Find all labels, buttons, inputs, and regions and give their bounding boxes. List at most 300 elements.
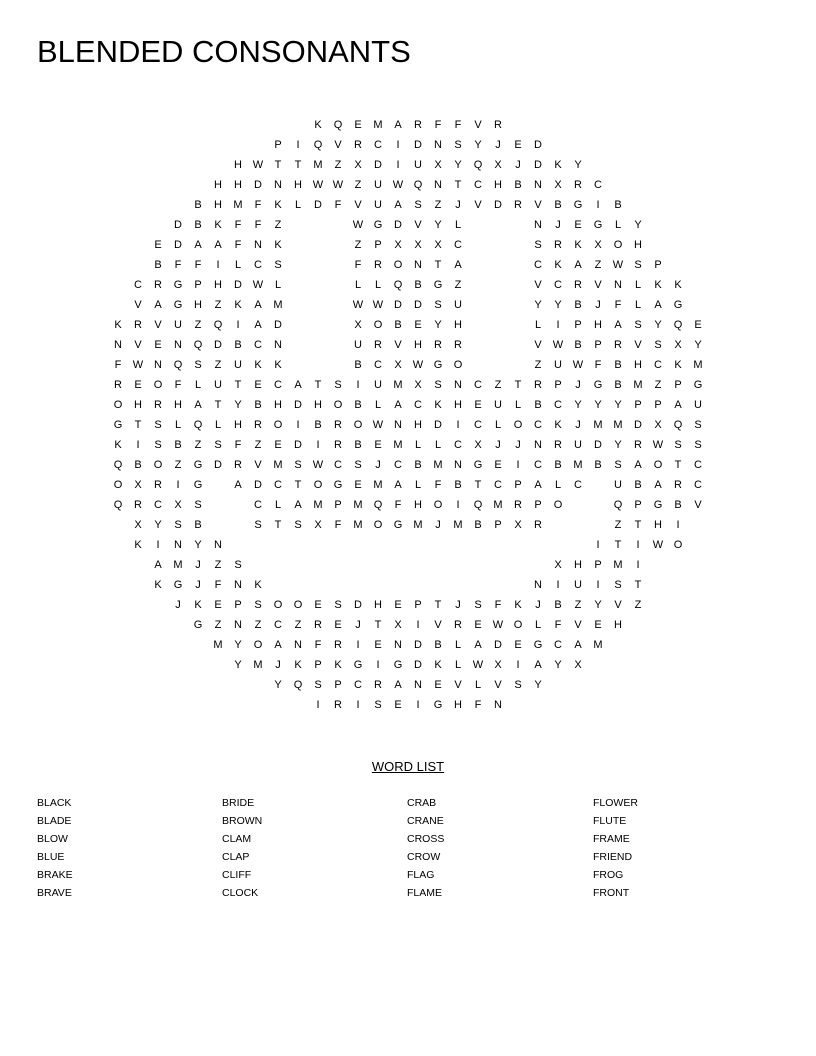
- grid-letter: U: [374, 379, 382, 391]
- grid-letter: T: [274, 519, 282, 531]
- grid-letter: R: [314, 619, 322, 631]
- grid-letter: Z: [354, 179, 362, 191]
- grid-letter: N: [534, 579, 542, 591]
- grid-letter: B: [354, 399, 362, 411]
- grid-letter: W: [312, 179, 324, 191]
- grid-letter: R: [614, 339, 622, 351]
- grid-letter: I: [556, 319, 560, 331]
- word-list-item: FROG: [593, 869, 624, 881]
- grid-letter: P: [314, 659, 322, 671]
- grid-letter: B: [414, 279, 422, 291]
- grid-letter: N: [174, 539, 182, 551]
- grid-letter: A: [394, 679, 402, 691]
- grid-letter: P: [634, 399, 642, 411]
- grid-letter: I: [456, 499, 460, 511]
- grid-letter: D: [294, 399, 302, 411]
- grid-letter: R: [134, 319, 142, 331]
- grid-letter: B: [554, 599, 562, 611]
- grid-letter: B: [314, 419, 322, 431]
- grid-letter: U: [574, 439, 582, 451]
- grid-letter: E: [494, 459, 502, 471]
- grid-letter: G: [173, 279, 183, 291]
- grid-letter: I: [356, 379, 360, 391]
- grid-letter: T: [274, 159, 282, 171]
- grid-letter: U: [374, 199, 382, 211]
- grid-letter: G: [533, 639, 543, 651]
- grid-letter: L: [234, 259, 242, 271]
- grid-letter: A: [274, 639, 282, 651]
- grid-letter: G: [433, 279, 443, 291]
- grid-letter: G: [573, 199, 583, 211]
- grid-letter: S: [534, 239, 542, 251]
- grid-letter: Y: [634, 219, 642, 231]
- grid-letter: O: [393, 259, 403, 271]
- grid-letter: K: [434, 659, 442, 671]
- grid-letter: Y: [614, 439, 622, 451]
- grid-letter: S: [634, 319, 642, 331]
- grid-letter: I: [396, 139, 400, 151]
- grid-letter: L: [374, 399, 382, 411]
- grid-letter: E: [434, 679, 442, 691]
- grid-letter: D: [494, 199, 502, 211]
- grid-letter: U: [614, 479, 622, 491]
- grid-letter: G: [653, 499, 663, 511]
- grid-letter: J: [515, 159, 521, 171]
- grid-letter: H: [574, 559, 582, 571]
- grid-letter: A: [534, 479, 542, 491]
- grid-letter: A: [234, 479, 242, 491]
- grid-letter: F: [234, 439, 242, 451]
- grid-letter: F: [214, 579, 222, 591]
- word-list: [37, 794, 777, 914]
- word-list-item: FLUTE: [593, 815, 627, 827]
- grid-letter: H: [214, 279, 222, 291]
- grid-letter: V: [394, 339, 402, 351]
- grid-letter: Q: [673, 319, 683, 331]
- grid-letter: N: [174, 339, 182, 351]
- grid-letter: E: [354, 479, 362, 491]
- grid-letter: H: [454, 319, 462, 331]
- grid-letter: R: [374, 679, 382, 691]
- grid-letter: J: [575, 419, 581, 431]
- grid-letter: R: [154, 399, 162, 411]
- grid-letter: C: [414, 399, 422, 411]
- grid-letter: F: [474, 699, 482, 711]
- grid-letter: P: [554, 379, 562, 391]
- grid-letter: R: [414, 119, 422, 131]
- grid-letter: Z: [654, 379, 662, 391]
- grid-letter: R: [674, 479, 682, 491]
- grid-letter: A: [394, 399, 402, 411]
- grid-letter: E: [154, 239, 162, 251]
- grid-letter: I: [316, 439, 320, 451]
- grid-letter: T: [134, 419, 142, 431]
- grid-letter: F: [554, 619, 562, 631]
- grid-letter: G: [433, 359, 443, 371]
- grid-letter: D: [594, 439, 602, 451]
- grid-letter: Y: [554, 299, 562, 311]
- grid-letter: I: [596, 579, 600, 591]
- grid-letter: M: [613, 419, 623, 431]
- grid-letter: P: [414, 599, 422, 611]
- grid-letter: H: [274, 399, 282, 411]
- grid-letter: T: [294, 159, 302, 171]
- grid-letter: I: [416, 699, 420, 711]
- grid-letter: Z: [254, 619, 262, 631]
- grid-letter: M: [373, 479, 383, 491]
- grid-letter: F: [114, 359, 122, 371]
- grid-letter: A: [634, 459, 642, 471]
- grid-letter: N: [534, 219, 542, 231]
- grid-letter: G: [173, 579, 183, 591]
- grid-letter: I: [316, 699, 320, 711]
- grid-letter: K: [574, 239, 582, 251]
- grid-letter: Y: [454, 159, 462, 171]
- grid-letter: J: [515, 439, 521, 451]
- grid-letter: C: [394, 459, 402, 471]
- grid-letter: S: [174, 519, 182, 531]
- grid-letter: R: [534, 519, 542, 531]
- grid-letter: K: [514, 599, 522, 611]
- grid-letter: B: [634, 479, 642, 491]
- grid-letter: Y: [234, 659, 242, 671]
- grid-letter: E: [254, 379, 262, 391]
- grid-letter: W: [352, 219, 364, 231]
- grid-letter: W: [132, 359, 144, 371]
- grid-letter: I: [456, 419, 460, 431]
- grid-letter: F: [254, 199, 262, 211]
- grid-letter: B: [614, 199, 622, 211]
- word-list-item: FLAG: [407, 869, 435, 881]
- grid-letter: T: [314, 379, 322, 391]
- grid-letter: L: [274, 279, 282, 291]
- grid-letter: X: [394, 359, 402, 371]
- grid-letter: S: [474, 599, 482, 611]
- grid-letter: B: [554, 459, 562, 471]
- grid-letter: S: [254, 599, 262, 611]
- grid-letter: Z: [594, 259, 602, 271]
- grid-letter: N: [214, 539, 222, 551]
- grid-letter: D: [374, 159, 382, 171]
- grid-letter: Y: [194, 539, 202, 551]
- grid-letter: J: [195, 579, 201, 591]
- grid-letter: A: [294, 499, 302, 511]
- grid-letter: W: [372, 419, 384, 431]
- grid-letter: T: [374, 619, 382, 631]
- grid-letter: V: [574, 619, 582, 631]
- grid-letter: A: [654, 479, 662, 491]
- grid-letter: P: [494, 519, 502, 531]
- grid-letter: S: [374, 699, 382, 711]
- grid-letter: C: [354, 679, 362, 691]
- grid-letter: W: [332, 179, 344, 191]
- grid-letter: S: [154, 439, 162, 451]
- grid-letter: B: [554, 199, 562, 211]
- grid-letter: I: [296, 139, 300, 151]
- grid-letter: I: [236, 319, 240, 331]
- grid-letter: R: [334, 419, 342, 431]
- grid-letter: L: [534, 619, 542, 631]
- grid-letter: R: [554, 239, 562, 251]
- grid-letter: G: [673, 299, 683, 311]
- grid-letter: H: [194, 299, 202, 311]
- grid-letter: Q: [193, 339, 203, 351]
- grid-letter: K: [554, 259, 562, 271]
- grid-letter: S: [434, 379, 442, 391]
- grid-letter: T: [454, 179, 462, 191]
- grid-letter: E: [374, 439, 382, 451]
- grid-letter: K: [334, 659, 342, 671]
- word-list-column: [593, 794, 773, 902]
- word-list-item: CROW: [407, 851, 441, 863]
- grid-letter: R: [574, 279, 582, 291]
- grid-letter: O: [653, 459, 663, 471]
- grid-letter: R: [334, 699, 342, 711]
- grid-letter: N: [414, 259, 422, 271]
- grid-letter: V: [474, 119, 482, 131]
- grid-letter: N: [394, 419, 402, 431]
- grid-letter: H: [374, 599, 382, 611]
- grid-letter: X: [554, 179, 562, 191]
- grid-letter: Z: [614, 519, 622, 531]
- grid-letter: B: [194, 219, 202, 231]
- grid-letter: C: [254, 339, 262, 351]
- grid-letter: S: [234, 559, 242, 571]
- grid-letter: E: [694, 319, 702, 331]
- grid-letter: M: [573, 459, 583, 471]
- grid-letter: C: [554, 279, 562, 291]
- grid-letter: L: [554, 479, 562, 491]
- grid-letter: H: [594, 319, 602, 331]
- grid-letter: C: [534, 459, 542, 471]
- grid-letter: R: [134, 499, 142, 511]
- grid-letter: D: [394, 219, 402, 231]
- grid-letter: J: [535, 599, 541, 611]
- grid-letter: A: [674, 399, 682, 411]
- grid-letter: X: [394, 239, 402, 251]
- grid-letter: M: [273, 459, 283, 471]
- grid-letter: M: [593, 419, 603, 431]
- grid-letter: N: [434, 139, 442, 151]
- grid-letter: V: [334, 139, 342, 151]
- grid-letter: J: [455, 599, 461, 611]
- grid-letter: Q: [113, 459, 123, 471]
- grid-letter: C: [494, 479, 502, 491]
- word-list-column: [222, 794, 402, 902]
- grid-letter: D: [174, 239, 182, 251]
- grid-letter: G: [593, 219, 603, 231]
- grid-letter: E: [314, 599, 322, 611]
- grid-letter: R: [154, 479, 162, 491]
- grid-letter: R: [114, 379, 122, 391]
- grid-letter: E: [474, 619, 482, 631]
- grid-letter: G: [433, 699, 443, 711]
- grid-letter: Q: [313, 139, 323, 151]
- grid-letter: Y: [534, 299, 542, 311]
- grid-letter: M: [593, 639, 603, 651]
- grid-letter: F: [594, 359, 602, 371]
- grid-letter: Z: [214, 299, 222, 311]
- grid-letter: A: [154, 559, 162, 571]
- grid-letter: W: [472, 659, 484, 671]
- grid-letter: N: [534, 439, 542, 451]
- grid-letter: G: [193, 459, 203, 471]
- grid-letter: V: [494, 679, 502, 691]
- grid-letter: O: [453, 359, 463, 371]
- grid-letter: K: [254, 579, 262, 591]
- grid-letter: I: [176, 479, 180, 491]
- grid-letter: H: [234, 159, 242, 171]
- grid-letter: X: [574, 659, 582, 671]
- grid-letter: U: [554, 359, 562, 371]
- grid-letter: N: [234, 619, 242, 631]
- grid-letter: D: [434, 419, 442, 431]
- grid-letter: Q: [113, 499, 123, 511]
- grid-letter: M: [453, 519, 463, 531]
- grid-letter: Q: [293, 679, 303, 691]
- word-list-item: FLOWER: [593, 797, 638, 809]
- grid-letter: M: [393, 439, 403, 451]
- grid-letter: S: [334, 599, 342, 611]
- grid-letter: X: [414, 239, 422, 251]
- grid-letter: X: [494, 159, 502, 171]
- grid-letter: P: [574, 319, 582, 331]
- grid-letter: X: [394, 619, 402, 631]
- grid-letter: H: [614, 619, 622, 631]
- grid-letter: C: [274, 619, 282, 631]
- grid-letter: R: [574, 179, 582, 191]
- grid-letter: R: [354, 139, 362, 151]
- grid-letter: W: [372, 299, 384, 311]
- grid-letter: D: [254, 179, 262, 191]
- grid-letter: N: [494, 699, 502, 711]
- grid-letter: Y: [434, 219, 442, 231]
- grid-letter: J: [455, 199, 461, 211]
- grid-letter: F: [174, 379, 182, 391]
- grid-letter: L: [534, 319, 542, 331]
- grid-letter: F: [234, 239, 242, 251]
- grid-letter: N: [454, 459, 462, 471]
- grid-letter: H: [234, 179, 242, 191]
- grid-letter: X: [314, 519, 322, 531]
- grid-letter: X: [174, 499, 182, 511]
- grid-letter: C: [454, 239, 462, 251]
- grid-letter: G: [393, 519, 403, 531]
- grid-letter: Q: [673, 419, 683, 431]
- grid-letter: N: [294, 639, 302, 651]
- grid-letter: P: [274, 139, 282, 151]
- grid-letter: G: [693, 379, 703, 391]
- grid-letter: H: [134, 399, 142, 411]
- grid-letter: E: [514, 639, 522, 651]
- grid-letter: P: [234, 599, 242, 611]
- grid-letter: N: [154, 359, 162, 371]
- grid-letter: O: [373, 319, 383, 331]
- grid-letter: S: [434, 299, 442, 311]
- grid-letter: D: [414, 139, 422, 151]
- grid-letter: E: [394, 599, 402, 611]
- grid-letter: Z: [434, 199, 442, 211]
- grid-letter: M: [693, 359, 703, 371]
- grid-letter: F: [494, 599, 502, 611]
- grid-letter: C: [554, 399, 562, 411]
- grid-letter: D: [414, 299, 422, 311]
- grid-letter: R: [454, 619, 462, 631]
- grid-letter: E: [474, 399, 482, 411]
- grid-letter: J: [195, 559, 201, 571]
- grid-letter: F: [434, 119, 442, 131]
- grid-letter: X: [554, 559, 562, 571]
- grid-letter: V: [154, 319, 162, 331]
- grid-letter: Y: [614, 399, 622, 411]
- grid-letter: S: [214, 439, 222, 451]
- grid-letter: E: [374, 639, 382, 651]
- grid-letter: T: [474, 479, 482, 491]
- grid-letter: C: [694, 479, 702, 491]
- grid-letter: U: [354, 339, 362, 351]
- grid-letter: M: [393, 379, 403, 391]
- grid-letter: Q: [393, 279, 403, 291]
- word-list-item: BLADE: [37, 815, 72, 827]
- grid-letter: W: [412, 359, 424, 371]
- grid-letter: F: [614, 299, 622, 311]
- grid-letter: M: [353, 499, 363, 511]
- grid-letter: R: [374, 259, 382, 271]
- grid-letter: B: [514, 179, 522, 191]
- grid-letter: N: [454, 379, 462, 391]
- grid-letter: E: [154, 339, 162, 351]
- grid-letter: D: [214, 339, 222, 351]
- grid-letter: Y: [594, 599, 602, 611]
- grid-letter: L: [454, 659, 462, 671]
- grid-letter: A: [654, 299, 662, 311]
- grid-letter: C: [274, 479, 282, 491]
- grid-letter: I: [356, 639, 360, 651]
- grid-letter: I: [416, 619, 420, 631]
- grid-letter: X: [414, 379, 422, 391]
- grid-letter: C: [154, 499, 162, 511]
- word-list-item: CLAP: [222, 851, 250, 863]
- grid-letter: Z: [454, 279, 462, 291]
- grid-letter: S: [614, 579, 622, 591]
- grid-letter: V: [474, 199, 482, 211]
- grid-letter: B: [574, 339, 582, 351]
- grid-letter: A: [394, 199, 402, 211]
- grid-letter: D: [174, 219, 182, 231]
- grid-letter: J: [495, 139, 501, 151]
- grid-letter: M: [413, 519, 423, 531]
- grid-letter: K: [294, 659, 302, 671]
- grid-letter: B: [154, 259, 162, 271]
- grid-letter: Z: [634, 599, 642, 611]
- grid-letter: Z: [174, 459, 182, 471]
- grid-letter: T: [434, 599, 442, 611]
- grid-letter: W: [552, 339, 564, 351]
- grid-letter: O: [353, 419, 363, 431]
- grid-letter: E: [394, 699, 402, 711]
- grid-letter: A: [454, 259, 462, 271]
- grid-letter: B: [614, 379, 622, 391]
- grid-letter: J: [575, 379, 581, 391]
- grid-letter: H: [234, 419, 242, 431]
- grid-letter: O: [113, 399, 123, 411]
- grid-letter: B: [474, 519, 482, 531]
- grid-letter: H: [294, 179, 302, 191]
- grid-letter: S: [694, 419, 702, 431]
- grid-letter: Z: [534, 359, 542, 371]
- grid-letter: O: [513, 619, 523, 631]
- grid-letter: L: [294, 199, 302, 211]
